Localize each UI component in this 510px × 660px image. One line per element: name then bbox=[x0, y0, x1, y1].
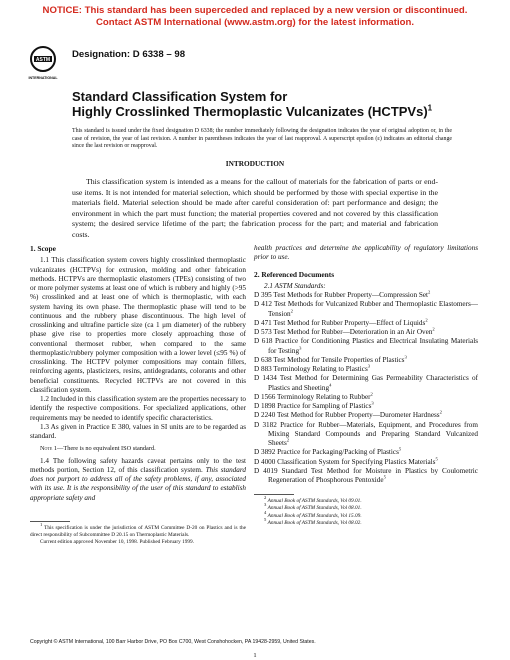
reference-item: D 3892 Practice for Packaging/Packing of Plastics$^5$ bbox=[254, 446, 402, 457]
reference-item: D 618 Practice for Conditioning Plastics and Electrical Insulating Materials for Testing$^3$ bbox=[254, 337, 478, 355]
page-number: 1 bbox=[253, 652, 257, 659]
title-line-2: Highly Crosslinked Thermoplastic Vulcanizates (HCTPVs) bbox=[72, 104, 428, 119]
astm-logo bbox=[26, 44, 60, 82]
reference-item: D 883 Terminology Relating to Plastics$^3$ bbox=[254, 363, 371, 373]
footnote-1-mark: 1 bbox=[40, 521, 43, 527]
reference-item: D 3182 Practice for Rubber—Materials, Equipment, and Procedures from Mixing Standard Compounds and Preparing Standard Vulcanized Sheets$^2$ bbox=[254, 420, 478, 447]
reference-item: D 412 Test Methods for Vulcanized Rubber and Thermoplastic Elastomers—Tension$^2$ bbox=[254, 300, 478, 318]
scope-1-3: 1.3 As given in Practice E 380, values in SI units are to be regarded as standard. bbox=[30, 422, 246, 440]
scope-1-4-caveat: This standard does not purport to address all of the safety problems, if any, associated with its use. It is the responsibility of the user of this standard to establish appropriate safety and bbox=[30, 465, 246, 502]
right-footnotes bbox=[254, 495, 478, 527]
footnote-5: $^5$ Annual Book of ASTM Standards, Vol 08.02. bbox=[264, 517, 362, 526]
reference-item: D 395 Test Methods for Rubber Property—Compression Set$^2$ bbox=[254, 289, 431, 299]
footnote-1-approval: Current edition approved November 10, 1998. Published February 1999. bbox=[40, 539, 195, 546]
note-1 bbox=[30, 444, 246, 453]
reference-item: D 1434 Test Method for Determining Gas Permeability Characteristics of Plastics and Sheeting$^4$ bbox=[254, 374, 478, 392]
scope-1-4-continued: health practices and determine the applicability of regulatory limitations prior to use. bbox=[254, 244, 478, 262]
scope-1-2: 1.2 Included in this classification system are the properties necessary to identify the respective compositions. For specialized applications, other requirements may be needed to identify specific characteristics. bbox=[30, 395, 246, 422]
introduction-text: This classification system is intended as a means for the callout of materials for the fabrication of parts or end-use items. It is not intended for material selection, which should be performed by those with special expertise in the materials field. Material selection should be made after careful consideration of: part performance and design; the environment in which the part must function; the material properties covered and not covered by this classification system; the desired service lifetime of the part; the fabrication process for the part; and material and fabrication costs. bbox=[72, 177, 438, 239]
left-column bbox=[30, 244, 246, 546]
reference-list bbox=[254, 291, 478, 485]
footnote-1 bbox=[30, 521, 246, 539]
footnote-rule-left bbox=[30, 521, 70, 522]
designation: Designation: D 6338 – 98 bbox=[72, 49, 186, 60]
title-line-1: Standard Classification System for bbox=[72, 89, 288, 104]
reference-item: D 638 Test Method for Tensile Properties of Plastics$^3$ bbox=[254, 354, 407, 364]
note-label: Note 1 bbox=[40, 445, 58, 453]
footnote-3: $^3$ Annual Book of ASTM Standards, Vol 08.01. bbox=[264, 502, 362, 512]
scope-heading: 1. Scope bbox=[30, 244, 56, 253]
scope-1-4 bbox=[30, 457, 246, 503]
reference-item: D 471 Test Method for Rubber Property—Effect of Liquids$^2$ bbox=[254, 317, 428, 327]
supersede-notice bbox=[0, 5, 510, 29]
footnote-4: $^4$ Annual Book of ASTM Standards, Vol 15.09. bbox=[264, 509, 362, 519]
astm-standards-subheading: 2.1 ASTM Standards: bbox=[264, 281, 326, 290]
footnote-rule-right bbox=[254, 494, 294, 495]
right-column bbox=[254, 244, 478, 527]
scope-1-4-plain: 1.4 The following safety hazards caveat pertains only to the test methods portion, Section 12, of this classification system. bbox=[30, 456, 246, 474]
referenced-documents-heading: 2. Referenced Documents bbox=[254, 269, 335, 279]
notice-line-2: Contact ASTM International (www.astm.org) for the latest information. bbox=[95, 17, 415, 28]
scope-1-1: 1.1 This classification system covers highly crosslinked thermoplastic vulcanizates (HCTPVs) for extrusion, molding and other fabrication methods. HCTPVs are thermoplastic elastomers (TPEs) consisting of two or more polymer systems at least one of which is rubbery and highly (>95 %) crosslinked and at least one of which is thermoplastic, with each system having its own phase. The thermoplastic phase will tend to be continuous and the rubbery phase discontinuous. The high level of crosslinking and ultrafine particle size (ca 1 μm diameter) of the rubbery phase give rise to properties more closely approaching those of conventional thermoset rubber, when compared to the same thermoplastic/rubbery polymer composition with a lower level (≤95 %) of crosslinking. The HCTPV polymer compositions may contain fillers, reinforcing agents, plasticizers, resins, antidegradants, colorants and other beneficial constituents. Recycled HCTPVs are not covered in this classification system. bbox=[30, 256, 246, 394]
logo-label: INTERNATIONAL bbox=[28, 76, 58, 80]
document-title bbox=[72, 89, 432, 119]
introduction-heading: INTRODUCTION bbox=[225, 159, 285, 168]
svg-text:ASTM: ASTM bbox=[35, 57, 51, 63]
issue-note: This standard is issued under the fixed designation D 6338; the number immediately following the designation indicates the year of original adoption or, in the case of revision, the year of last revision. A number in parentheses indicates the year of last reapproval. A superscript epsilon (ε) indicates an editorial change since the last revision or reapproval. bbox=[72, 128, 452, 150]
reference-item: D 4019 Standard Test Method for Moisture in Plastics by Coulometric Regeneration of Phosphorous Pentoxide$^5$ bbox=[254, 466, 478, 484]
footnote-1-text: This specification is under the jurisdiction of ASTM Committee D-20 on Plastics and is the direct responsibility of Subcommittee D 20.15 on Thermoplastic Materials. bbox=[30, 524, 246, 538]
note-text: —There is no equivalent ISO standard. bbox=[57, 445, 156, 453]
reference-item: D 573 Test Method for Rubber—Deterioration in an Air Oven$^2$ bbox=[254, 326, 435, 336]
notice-line-1: NOTICE: This standard has been superceded and replaced by a new version or discontinued. bbox=[42, 5, 468, 16]
reference-item: D 1898 Practice for Sampling of Plastics$^3$ bbox=[254, 400, 374, 410]
copyright-line: Copyright © ASTM International, 100 Barr Harbor Drive, PO Box C700, West Conshohocken, PA 19428-2959, United States. bbox=[30, 639, 316, 645]
reference-item: D 2240 Test Method for Rubber Property—Durometer Hardness$^2$ bbox=[254, 409, 442, 420]
reference-item: D 4000 Classification System for Specifying Plastics Materials$^5$ bbox=[254, 456, 438, 466]
reference-item: D 1566 Terminology Relating to Rubber$^2$ bbox=[254, 391, 373, 401]
title-footnote-mark: 1 bbox=[427, 103, 433, 113]
footnote-2: $^2$ Annual Book of ASTM Standards, Vol 09.01. bbox=[264, 495, 362, 505]
